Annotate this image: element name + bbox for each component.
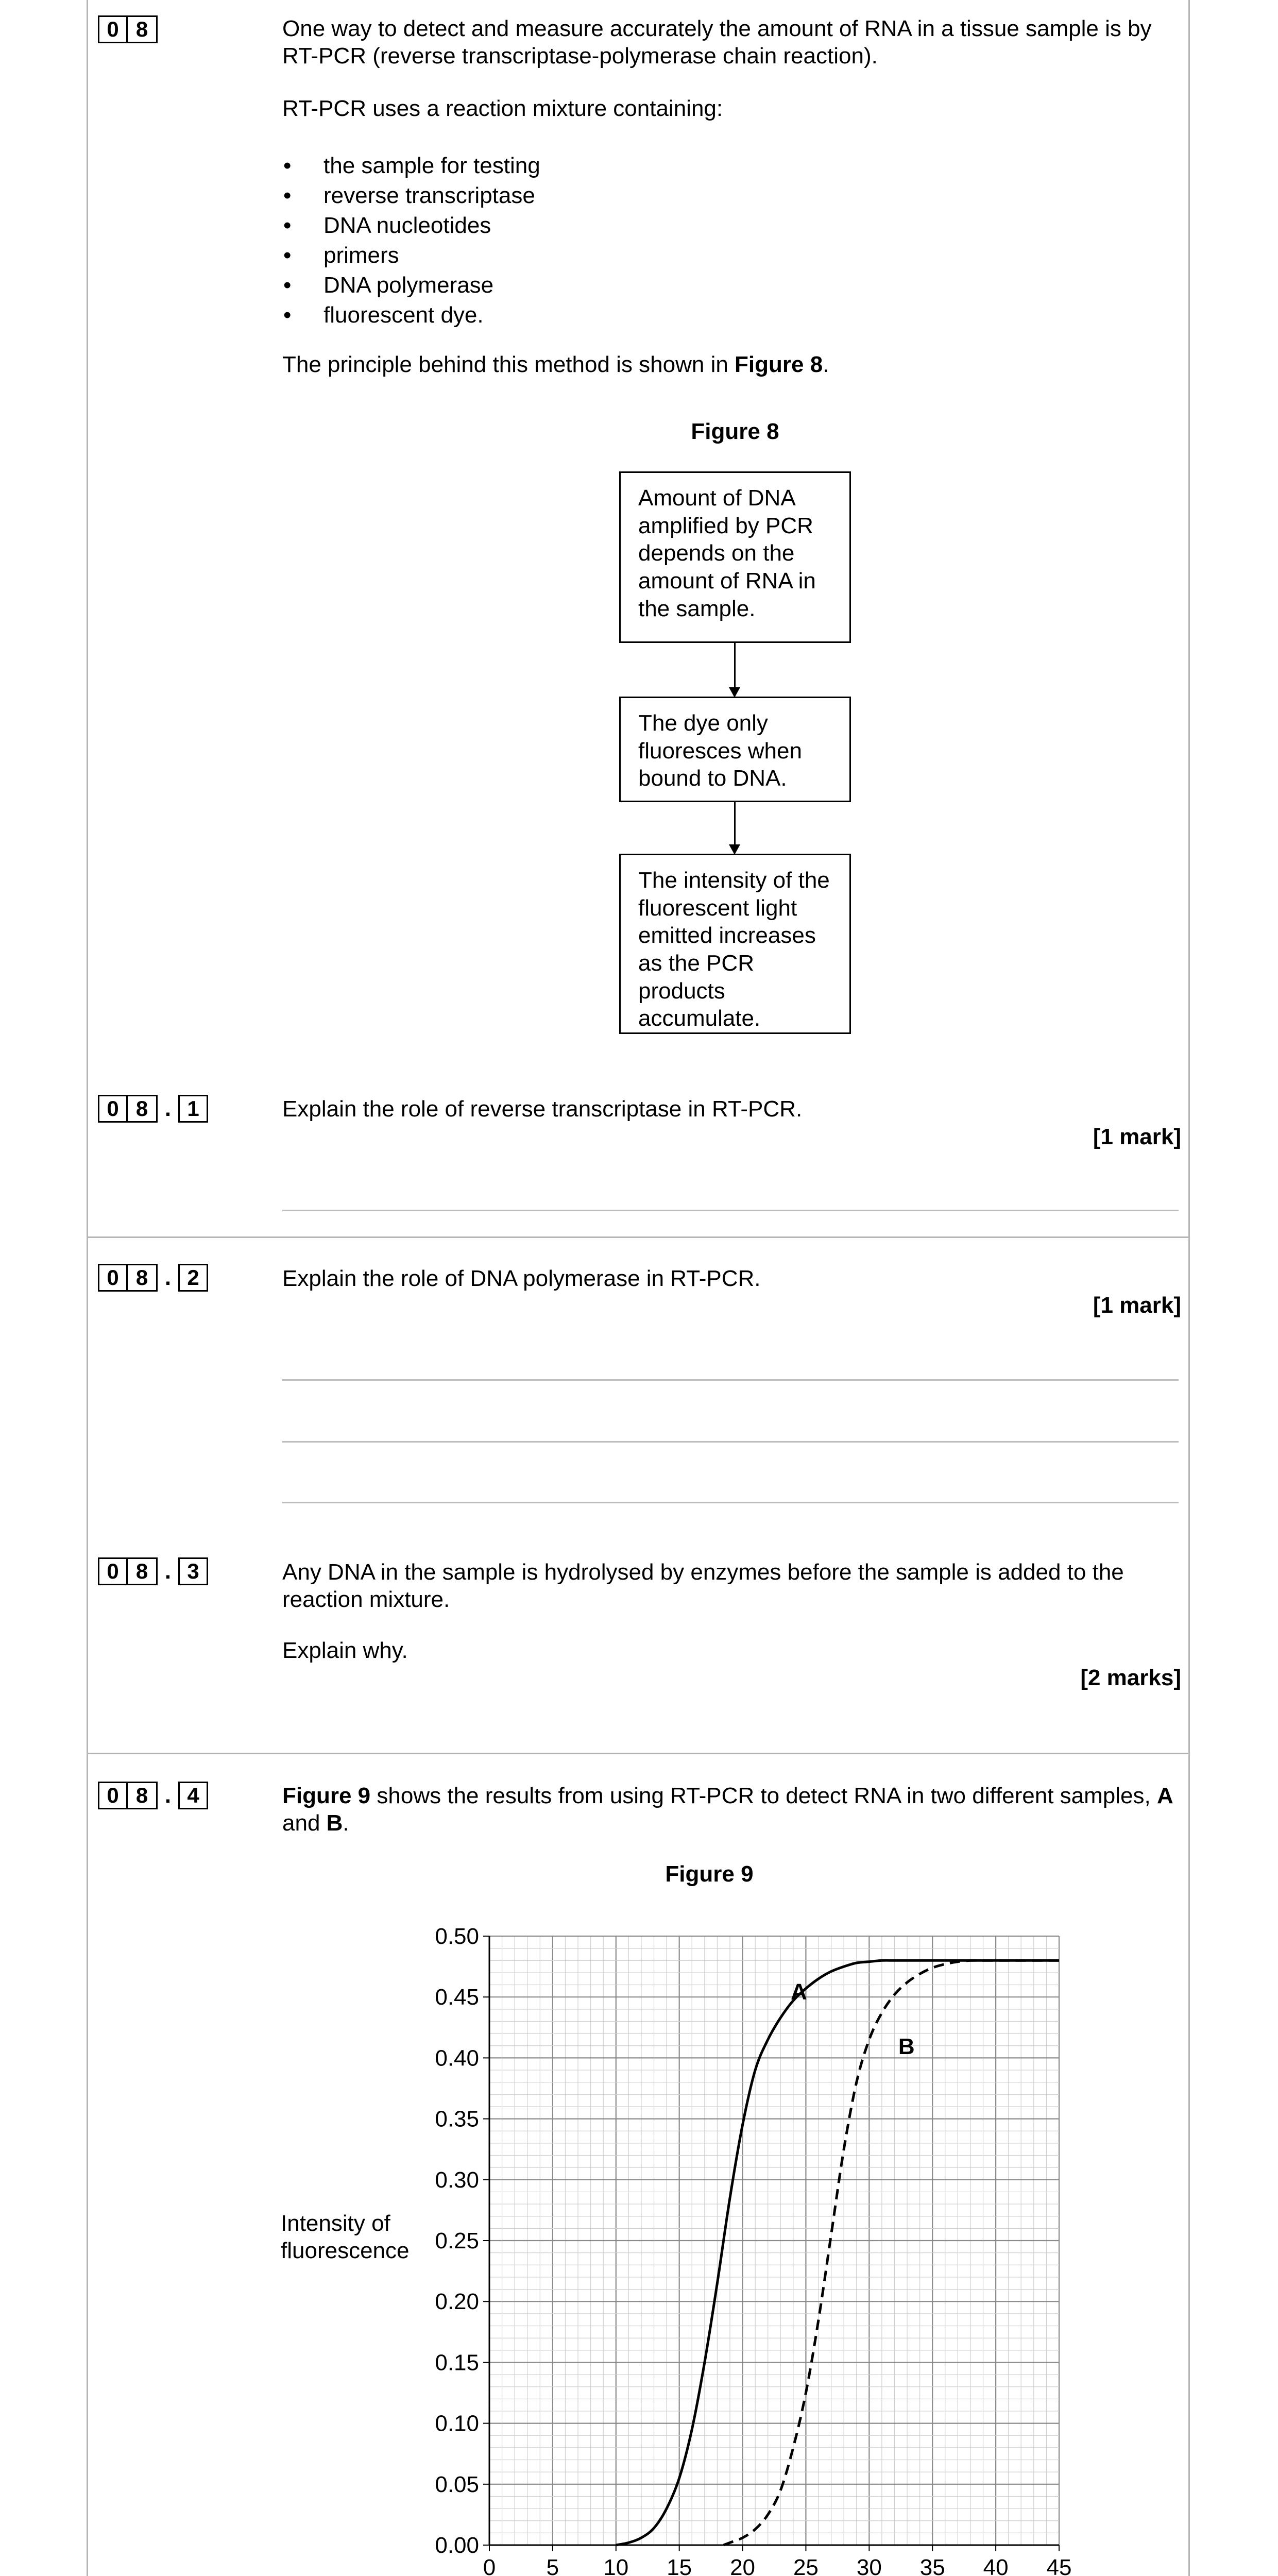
q081-text: Explain the role of reverse transcriptase in RT-PCR.	[282, 1096, 803, 1122]
question-number-08-4	[98, 1782, 208, 1809]
flow-box-2: The dye only fluoresces when bound to DNA.	[619, 697, 851, 802]
x-tick-label: 40	[983, 2555, 1009, 2576]
q083-text: Any DNA in the sample is hydrolysed by enzymes before the sample is added to the reaction mixture.	[282, 1560, 1124, 1612]
q08-mixture-intro: RT-PCR uses a reaction mixture containing:	[282, 96, 723, 121]
question-digit: 4	[178, 1782, 208, 1809]
x-tick-label: 20	[730, 2555, 756, 2576]
separator-dot: .	[164, 1782, 172, 1808]
list-item: • fluorescent dye.	[282, 302, 540, 332]
q082-marks: [1 mark]	[1093, 1293, 1181, 1318]
answer-line[interactable]	[282, 1502, 1179, 1503]
question-number-08-3	[98, 1557, 208, 1585]
y-tick-labels	[435, 1924, 489, 2558]
y-tick-label: 0.30	[435, 2167, 479, 2193]
sample-b-ref: B	[326, 1810, 343, 1836]
y-tick-label: 0.40	[435, 2045, 479, 2071]
question-digit: 0	[98, 1264, 128, 1292]
figure-8-title: Figure 8	[691, 419, 779, 444]
y-tick-label: 0.25	[435, 2228, 479, 2253]
q083-marks: [2 marks]	[1080, 1665, 1181, 1690]
curve-label-a: A	[790, 1979, 807, 2005]
x-tick-labels	[483, 2545, 1072, 2576]
question-digit: 2	[178, 1264, 208, 1292]
answer-line[interactable]	[282, 1379, 1179, 1381]
list-item: • primers	[282, 242, 540, 272]
y-axis-label: Intensity of fluorescence	[281, 2211, 410, 2263]
section-divider	[87, 1753, 1190, 1754]
x-tick-label: 25	[793, 2555, 819, 2576]
q084-text	[282, 1783, 1179, 1837]
question-digit: 8	[128, 1782, 158, 1809]
flow-box-1: Amount of DNA amplified by PCR depends on the amount of RNA in the sample.	[619, 471, 851, 643]
y-tick-label: 0.15	[435, 2350, 479, 2376]
flow-arrow-1	[734, 643, 736, 696]
question-number-08	[98, 15, 158, 43]
mixture-list	[282, 152, 540, 332]
question-digit: 8	[128, 1557, 158, 1585]
figure-9-title: Figure 9	[665, 1861, 754, 1887]
figure-9-ref: Figure 9	[282, 1783, 371, 1808]
x-tick-label: 10	[603, 2555, 629, 2576]
list-item: • DNA polymerase	[282, 272, 540, 302]
q08-intro: One way to detect and measure accurately the amount of RNA in a tissue sample is by RT-PCR (reverse transcriptase-polymerase chain reaction).	[282, 16, 1152, 69]
q081-marks: [1 mark]	[1093, 1124, 1181, 1149]
y-tick-label: 0.35	[435, 2106, 479, 2132]
x-tick-label: 0	[483, 2555, 496, 2576]
q084-text-part: and	[282, 1810, 327, 1836]
x-tick-label: 15	[667, 2555, 692, 2576]
question-digit: 3	[178, 1557, 208, 1585]
sample-a-ref: A	[1156, 1783, 1173, 1808]
y-tick-label: 0.50	[435, 1924, 479, 1949]
list-item: • reverse transcriptase	[282, 182, 540, 212]
q083-text-2: Explain why.	[282, 1638, 408, 1663]
list-item: • DNA nucleotides	[282, 212, 540, 242]
y-tick-label: 0.20	[435, 2289, 479, 2315]
question-digit: 0	[98, 15, 128, 43]
question-digit: 8	[128, 1264, 158, 1292]
y-tick-label: 0.45	[435, 1985, 479, 2010]
separator-dot: .	[164, 1095, 172, 1121]
y-tick-label: 0.10	[435, 2411, 479, 2436]
x-tick-label: 35	[919, 2555, 945, 2576]
separator-dot: .	[164, 1558, 172, 1584]
answer-line[interactable]	[282, 1210, 1179, 1211]
x-tick-label: 30	[856, 2555, 882, 2576]
question-digit: 0	[98, 1095, 128, 1123]
figure-8-ref: Figure 8	[735, 352, 823, 377]
y-tick-label: 0.00	[435, 2533, 479, 2558]
question-number-08-1	[98, 1095, 208, 1123]
x-tick-label: 5	[546, 2555, 559, 2576]
question-digit: 1	[178, 1095, 208, 1123]
section-divider	[87, 1236, 1190, 1238]
principle-end: .	[823, 352, 829, 377]
flow-box-3: The intensity of the fluorescent light emitted increases as the PCR products accumulate.	[619, 854, 851, 1034]
y-tick-label: 0.05	[435, 2471, 479, 2497]
flow-arrow-2	[734, 802, 736, 853]
q084-text-part: shows the results from using RT-PCR to detect RNA in two different samples,	[370, 1783, 1157, 1808]
question-digit: 0	[98, 1557, 128, 1585]
q082-text: Explain the role of DNA polymerase in RT-PCR.	[282, 1266, 761, 1291]
q08-principle	[282, 351, 1179, 379]
principle-text: The principle behind this method is shown in	[282, 352, 735, 377]
question-digit: 0	[98, 1782, 128, 1809]
curve-label-b: B	[898, 2033, 915, 2059]
x-tick-label: 45	[1046, 2555, 1072, 2576]
question-digit: 8	[128, 1095, 158, 1123]
question-digit: 8	[128, 15, 158, 43]
q084-text-part: .	[343, 1810, 349, 1836]
question-number-08-2	[98, 1264, 208, 1292]
list-item: • the sample for testing	[282, 152, 540, 182]
separator-dot: .	[164, 1264, 172, 1290]
answer-line[interactable]	[282, 1441, 1179, 1443]
